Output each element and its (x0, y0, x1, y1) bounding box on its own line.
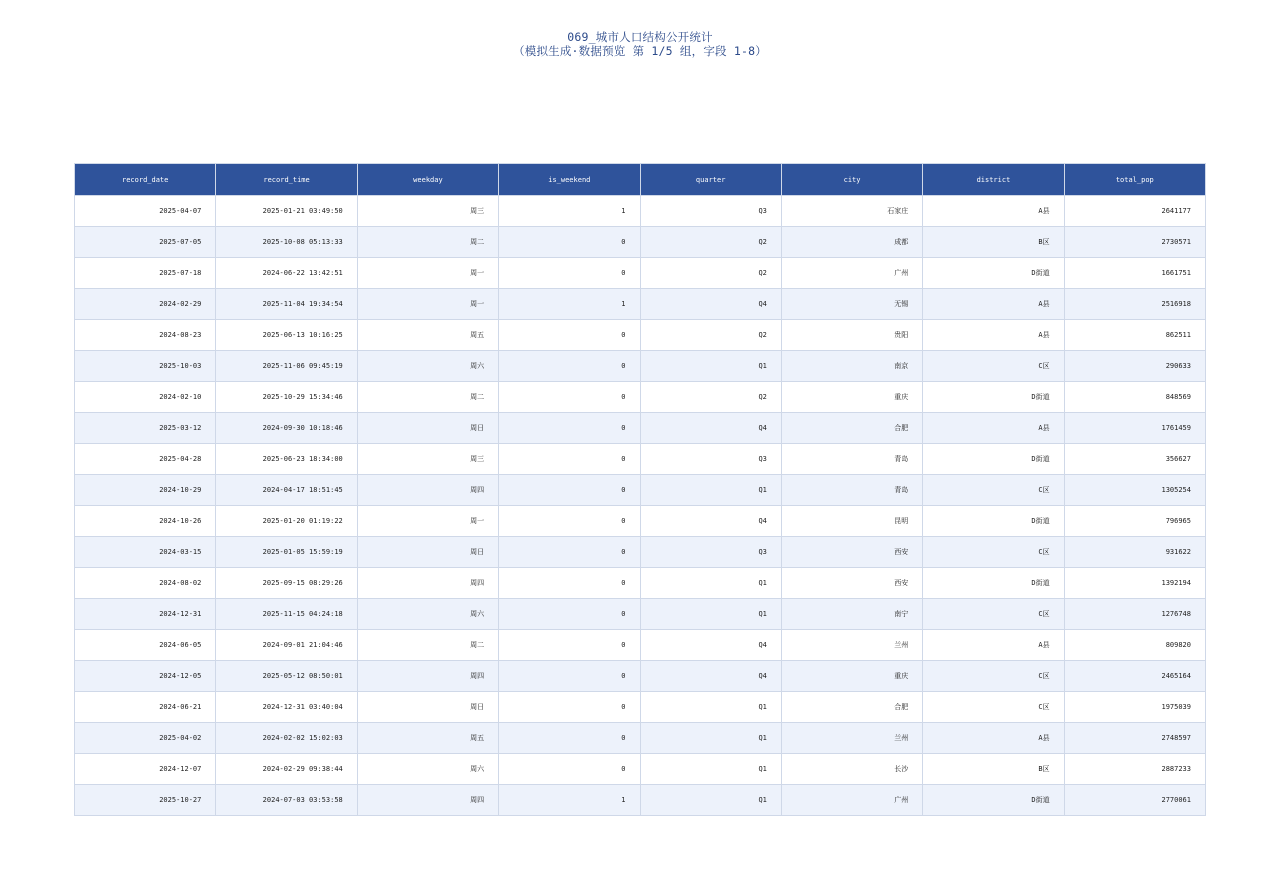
table-cell-record-date: 2025-04-28 (75, 444, 216, 475)
page-title: 069_城市人口结构公开统计 (567, 30, 713, 44)
table-cell-district: D街道 (923, 506, 1064, 537)
table-cell-quarter: Q4 (640, 289, 781, 320)
table-cell-is-weekend: 1 (499, 196, 640, 227)
table-cell-city: 贵阳 (781, 320, 922, 351)
table-cell-city: 兰州 (781, 630, 922, 661)
table-cell-district: D街道 (923, 568, 1064, 599)
table-cell-weekday: 周日 (357, 413, 498, 444)
table-cell-weekday: 周一 (357, 258, 498, 289)
table-cell-total-pop: 356627 (1064, 444, 1205, 475)
table-cell-record-date: 2025-04-07 (75, 196, 216, 227)
table-cell-district: A县 (923, 413, 1064, 444)
table-row (75, 289, 1206, 320)
table-row (75, 537, 1206, 568)
table-cell-record-date: 2025-10-03 (75, 351, 216, 382)
table-cell-district: A县 (923, 196, 1064, 227)
table-row (75, 692, 1206, 723)
table-cell-is-weekend: 1 (499, 289, 640, 320)
table-cell-is-weekend: 0 (499, 382, 640, 413)
table-cell-is-weekend: 1 (499, 785, 640, 816)
table-cell-record-time: 2024-04-17 18:51:45 (216, 475, 357, 506)
table-cell-record-time: 2024-12-31 03:40:04 (216, 692, 357, 723)
table-cell-district: C区 (923, 599, 1064, 630)
table-cell-city: 重庆 (781, 382, 922, 413)
table-cell-record-time: 2025-09-15 08:29:26 (216, 568, 357, 599)
table-cell-city: 广州 (781, 258, 922, 289)
table-header-row (75, 164, 1206, 196)
table-row (75, 661, 1206, 692)
table-cell-record-time: 2025-06-23 18:34:00 (216, 444, 357, 475)
table-cell-total-pop: 2465164 (1064, 661, 1205, 692)
table-cell-is-weekend: 0 (499, 506, 640, 537)
table-cell-district: B区 (923, 754, 1064, 785)
table-cell-city: 青岛 (781, 444, 922, 475)
table-cell-record-time: 2025-01-05 15:59:19 (216, 537, 357, 568)
table-cell-record-time: 2025-11-06 09:45:19 (216, 351, 357, 382)
table-cell-weekday: 周六 (357, 351, 498, 382)
table-cell-district: D街道 (923, 785, 1064, 816)
table-cell-city: 石家庄 (781, 196, 922, 227)
table-row (75, 413, 1206, 444)
table-cell-is-weekend: 0 (499, 320, 640, 351)
table-cell-weekday: 周一 (357, 506, 498, 537)
column-header-is-weekend: is_weekend (499, 164, 640, 196)
table-cell-district: A县 (923, 289, 1064, 320)
table-cell-city: 南宁 (781, 599, 922, 630)
column-header-total-pop: total_pop (1064, 164, 1205, 196)
table-cell-is-weekend: 0 (499, 351, 640, 382)
table-cell-quarter: Q1 (640, 599, 781, 630)
table-cell-total-pop: 2770061 (1064, 785, 1205, 816)
table-cell-record-time: 2025-05-12 08:50:01 (216, 661, 357, 692)
table-cell-quarter: Q1 (640, 754, 781, 785)
table-cell-record-date: 2024-12-07 (75, 754, 216, 785)
table-cell-quarter: Q1 (640, 351, 781, 382)
table-cell-record-time: 2024-02-02 15:02:03 (216, 723, 357, 754)
column-header-weekday: weekday (357, 164, 498, 196)
table-cell-city: 西安 (781, 568, 922, 599)
table-cell-total-pop: 1975039 (1064, 692, 1205, 723)
table-cell-record-time: 2025-10-29 15:34:46 (216, 382, 357, 413)
table-row (75, 723, 1206, 754)
table-row (75, 227, 1206, 258)
table-cell-city: 昆明 (781, 506, 922, 537)
table-cell-city: 重庆 (781, 661, 922, 692)
table-cell-quarter: Q3 (640, 537, 781, 568)
table-cell-city: 成都 (781, 227, 922, 258)
table-cell-quarter: Q3 (640, 444, 781, 475)
table-cell-record-date: 2025-03-12 (75, 413, 216, 444)
table-cell-is-weekend: 0 (499, 475, 640, 506)
table-row (75, 630, 1206, 661)
table-cell-record-date: 2024-10-26 (75, 506, 216, 537)
table-cell-is-weekend: 0 (499, 227, 640, 258)
table-cell-quarter: Q1 (640, 723, 781, 754)
table-cell-record-date: 2024-10-29 (75, 475, 216, 506)
table-cell-city: 兰州 (781, 723, 922, 754)
table-cell-record-time: 2025-10-08 05:13:33 (216, 227, 357, 258)
table-cell-city: 无锡 (781, 289, 922, 320)
table-cell-district: B区 (923, 227, 1064, 258)
table-cell-quarter: Q2 (640, 258, 781, 289)
table-cell-total-pop: 848569 (1064, 382, 1205, 413)
table-row (75, 475, 1206, 506)
table-cell-quarter: Q2 (640, 382, 781, 413)
table-cell-quarter: Q4 (640, 630, 781, 661)
table-cell-record-date: 2025-04-02 (75, 723, 216, 754)
table-cell-weekday: 周四 (357, 661, 498, 692)
table-cell-weekday: 周四 (357, 785, 498, 816)
table-cell-record-time: 2024-02-29 09:38:44 (216, 754, 357, 785)
table-cell-is-weekend: 0 (499, 723, 640, 754)
column-header-district: district (923, 164, 1064, 196)
table-cell-record-time: 2025-11-15 04:24:18 (216, 599, 357, 630)
table-cell-weekday: 周四 (357, 475, 498, 506)
table-cell-weekday: 周二 (357, 630, 498, 661)
table-cell-quarter: Q4 (640, 506, 781, 537)
table-cell-is-weekend: 0 (499, 444, 640, 475)
table-cell-city: 广州 (781, 785, 922, 816)
table-cell-quarter: Q4 (640, 661, 781, 692)
table-cell-total-pop: 2748597 (1064, 723, 1205, 754)
table-cell-record-date: 2024-08-02 (75, 568, 216, 599)
table-row (75, 754, 1206, 785)
table-cell-total-pop: 290633 (1064, 351, 1205, 382)
table-cell-district: A县 (923, 320, 1064, 351)
table-cell-city: 合肥 (781, 413, 922, 444)
table-cell-weekday: 周日 (357, 537, 498, 568)
table-cell-total-pop: 1661751 (1064, 258, 1205, 289)
table-row (75, 506, 1206, 537)
column-header-quarter: quarter (640, 164, 781, 196)
table-cell-is-weekend: 0 (499, 630, 640, 661)
table-cell-district: C区 (923, 692, 1064, 723)
column-header-city: city (781, 164, 922, 196)
table-cell-record-date: 2024-12-31 (75, 599, 216, 630)
table-cell-total-pop: 2641177 (1064, 196, 1205, 227)
table-cell-record-date: 2024-02-10 (75, 382, 216, 413)
table-cell-total-pop: 1392194 (1064, 568, 1205, 599)
table-cell-record-time: 2025-06-13 10:16:25 (216, 320, 357, 351)
table-cell-district: D街道 (923, 258, 1064, 289)
table-cell-is-weekend: 0 (499, 754, 640, 785)
table-cell-quarter: Q1 (640, 475, 781, 506)
table-row (75, 444, 1206, 475)
table-cell-is-weekend: 0 (499, 661, 640, 692)
table-cell-quarter: Q2 (640, 227, 781, 258)
table-cell-is-weekend: 0 (499, 692, 640, 723)
table-cell-record-date: 2024-08-23 (75, 320, 216, 351)
table-cell-is-weekend: 0 (499, 413, 640, 444)
table-cell-district: A县 (923, 723, 1064, 754)
table-cell-city: 合肥 (781, 692, 922, 723)
table-cell-is-weekend: 0 (499, 537, 640, 568)
table-cell-district: A县 (923, 630, 1064, 661)
table-cell-weekday: 周三 (357, 196, 498, 227)
table-cell-total-pop: 1761459 (1064, 413, 1205, 444)
table-cell-record-date: 2024-06-05 (75, 630, 216, 661)
table-cell-weekday: 周四 (357, 568, 498, 599)
table-cell-quarter: Q1 (640, 568, 781, 599)
table-cell-is-weekend: 0 (499, 258, 640, 289)
table-cell-total-pop: 1276748 (1064, 599, 1205, 630)
table-cell-weekday: 周五 (357, 320, 498, 351)
table-cell-weekday: 周日 (357, 692, 498, 723)
table-cell-record-date: 2024-02-29 (75, 289, 216, 320)
table-cell-district: D街道 (923, 382, 1064, 413)
table-cell-district: C区 (923, 351, 1064, 382)
table-cell-total-pop: 862511 (1064, 320, 1205, 351)
table-cell-record-date: 2024-03-15 (75, 537, 216, 568)
table-cell-record-date: 2024-06-21 (75, 692, 216, 723)
table-cell-quarter: Q4 (640, 413, 781, 444)
table-row (75, 568, 1206, 599)
table-row (75, 258, 1206, 289)
table-cell-weekday: 周三 (357, 444, 498, 475)
table-cell-quarter: Q1 (640, 692, 781, 723)
table-cell-weekday: 周六 (357, 599, 498, 630)
table-cell-weekday: 周二 (357, 227, 498, 258)
table-cell-record-time: 2024-06-22 13:42:51 (216, 258, 357, 289)
table-row (75, 351, 1206, 382)
table-cell-record-time: 2024-09-01 21:04:46 (216, 630, 357, 661)
column-header-record-time: record_time (216, 164, 357, 196)
table-cell-total-pop: 809820 (1064, 630, 1205, 661)
table-row (75, 382, 1206, 413)
table-cell-total-pop: 2516918 (1064, 289, 1205, 320)
table-cell-is-weekend: 0 (499, 568, 640, 599)
table-cell-city: 青岛 (781, 475, 922, 506)
table-cell-record-date: 2025-10-27 (75, 785, 216, 816)
table-cell-record-time: 2025-01-21 03:49:50 (216, 196, 357, 227)
table-cell-district: C区 (923, 537, 1064, 568)
table-row (75, 785, 1206, 816)
data-table (74, 163, 1206, 816)
table-cell-record-date: 2024-12-05 (75, 661, 216, 692)
table-cell-total-pop: 796965 (1064, 506, 1205, 537)
table-cell-district: D街道 (923, 444, 1064, 475)
table-cell-quarter: Q3 (640, 196, 781, 227)
table-cell-city: 南京 (781, 351, 922, 382)
table-cell-district: C区 (923, 475, 1064, 506)
table-cell-weekday: 周二 (357, 382, 498, 413)
table-cell-record-time: 2024-09-30 10:18:46 (216, 413, 357, 444)
table-cell-city: 长沙 (781, 754, 922, 785)
table-cell-weekday: 周五 (357, 723, 498, 754)
table-cell-total-pop: 931622 (1064, 537, 1205, 568)
table-cell-total-pop: 2887233 (1064, 754, 1205, 785)
document-header (0, 30, 1280, 58)
table-cell-total-pop: 2730571 (1064, 227, 1205, 258)
table-cell-record-time: 2025-11-04 19:34:54 (216, 289, 357, 320)
table-cell-quarter: Q1 (640, 785, 781, 816)
table-cell-weekday: 周六 (357, 754, 498, 785)
table-cell-record-date: 2025-07-05 (75, 227, 216, 258)
data-table-container (74, 163, 1206, 816)
table-cell-is-weekend: 0 (499, 599, 640, 630)
table-cell-city: 西安 (781, 537, 922, 568)
table-cell-record-time: 2025-01-20 01:19:22 (216, 506, 357, 537)
table-cell-district: C区 (923, 661, 1064, 692)
table-row (75, 320, 1206, 351)
table-row (75, 599, 1206, 630)
table-cell-weekday: 周一 (357, 289, 498, 320)
table-cell-total-pop: 1305254 (1064, 475, 1205, 506)
table-cell-record-date: 2025-07-18 (75, 258, 216, 289)
table-cell-quarter: Q2 (640, 320, 781, 351)
table-cell-record-time: 2024-07-03 03:53:58 (216, 785, 357, 816)
table-row (75, 196, 1206, 227)
page-subtitle: （模拟生成·数据预览 第 1/5 组，字段 1-8） (513, 44, 767, 58)
column-header-record-date: record_date (75, 164, 216, 196)
table-body (75, 196, 1206, 816)
